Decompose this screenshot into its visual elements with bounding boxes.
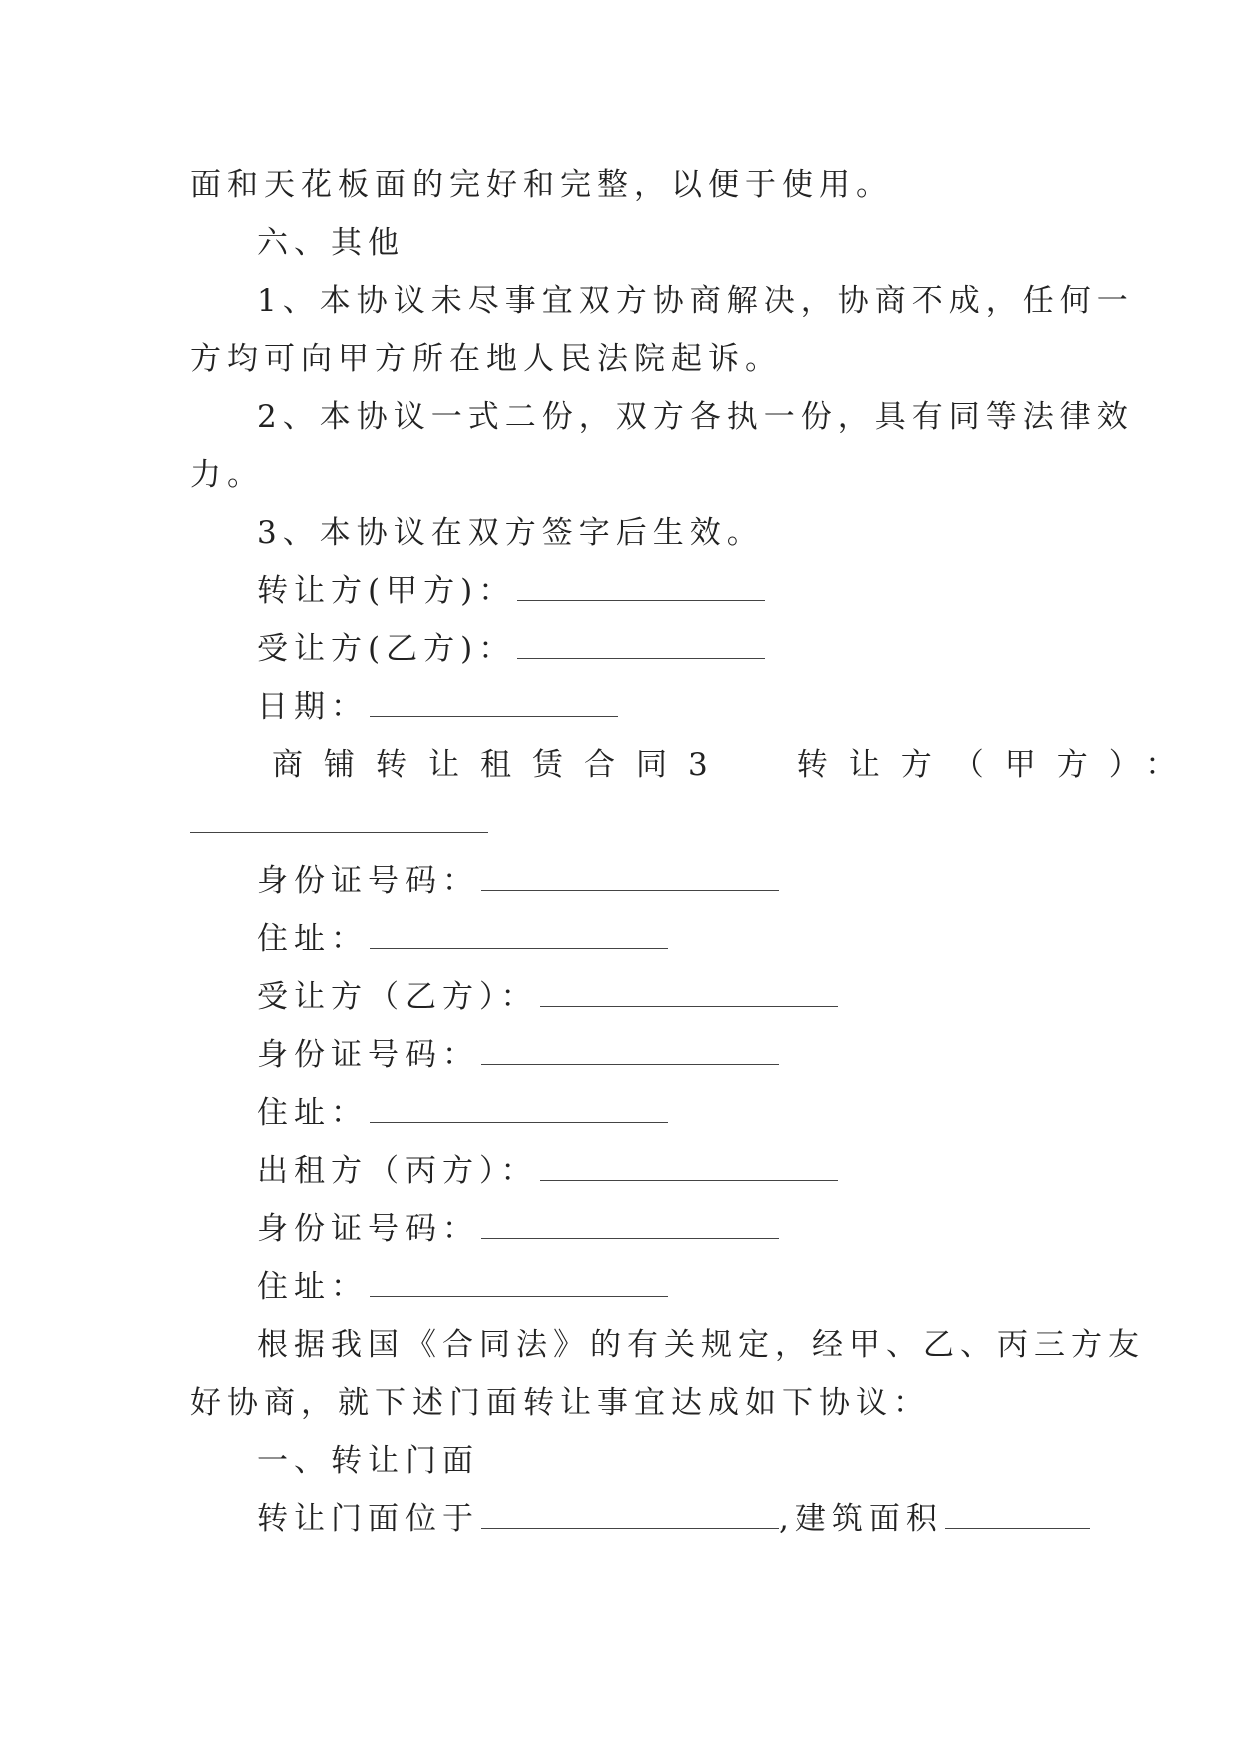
text-line: 1、本协议未尽事宜双方协商解决，协商不成，任何一 — [257, 283, 1134, 319]
transferee-blank[interactable] — [517, 634, 765, 659]
id-number-blank[interactable] — [481, 1040, 779, 1065]
area-blank[interactable] — [945, 1504, 1090, 1529]
text-line: 2、本协议一式二份，双方各执一份，具有同等法律效 — [257, 399, 1134, 435]
section-heading-other: 六、其他 — [257, 225, 405, 261]
text-line: 3、本协议在双方签字后生效。 — [257, 515, 764, 551]
address-blank[interactable] — [370, 1098, 668, 1123]
contract-title: 商铺转让租赁合同3 — [272, 747, 729, 783]
transferor-blank-line — [190, 803, 1050, 843]
address-blank[interactable] — [370, 924, 668, 949]
address-line — [257, 1267, 1117, 1307]
date-blank[interactable] — [370, 692, 618, 717]
text-line: 根据我国《合同法》的有关规定，经甲、乙、丙三方友 — [257, 1327, 1145, 1363]
storefront-location-line — [257, 1499, 1117, 1539]
id-number-blank[interactable] — [481, 866, 779, 891]
field-label: 受让方（乙方）： — [257, 979, 538, 1015]
text-line: 好协商，就下述门面转让事宜达成如下协议： — [190, 1385, 930, 1421]
field-label: 转让方(甲方)： — [257, 573, 516, 609]
address-line — [257, 1093, 1117, 1133]
id-number-blank[interactable] — [481, 1214, 779, 1239]
transferee-line — [257, 977, 1117, 1017]
field-label: ,建筑面积 — [779, 1501, 943, 1537]
field-label: 出租方（丙方）： — [257, 1153, 538, 1189]
field-label: 住址： — [257, 1269, 368, 1305]
lessor-name-blank[interactable] — [540, 1156, 838, 1181]
field-label: 住址： — [257, 1095, 368, 1131]
address-blank[interactable] — [370, 1272, 668, 1297]
id-number-line — [257, 1209, 1117, 1249]
id-number-line — [257, 1035, 1117, 1075]
field-label: 住址： — [257, 921, 368, 957]
transferor-blank[interactable] — [517, 576, 765, 601]
field-label: 日期： — [257, 689, 368, 725]
lessor-line — [257, 1151, 1117, 1191]
transferor-name-blank[interactable] — [190, 808, 488, 833]
field-label: 受让方(乙方)： — [257, 631, 516, 667]
id-number-line — [257, 861, 1117, 901]
section-heading-transfer: 一、转让门面 — [257, 1443, 479, 1479]
transferee-name-blank[interactable] — [540, 982, 838, 1007]
field-label: 转让方（甲方）： — [796, 747, 1198, 783]
location-blank[interactable] — [481, 1504, 779, 1529]
text-line: 方均可向甲方所在地人民法院起诉。 — [190, 341, 782, 377]
transferee-signature-line — [257, 629, 1117, 669]
address-line — [257, 919, 1117, 959]
transferor-signature-line — [257, 571, 1117, 611]
text-line: 力。 — [190, 457, 264, 493]
field-label: 身份证号码： — [257, 1211, 479, 1247]
contract-title-line — [272, 745, 1198, 785]
date-line — [257, 687, 1117, 727]
field-label: 身份证号码： — [257, 863, 479, 899]
field-label: 转让门面位于 — [257, 1501, 479, 1537]
field-label: 身份证号码： — [257, 1037, 479, 1073]
text-line: 面和天花板面的完好和完整，以便于使用。 — [190, 167, 893, 203]
